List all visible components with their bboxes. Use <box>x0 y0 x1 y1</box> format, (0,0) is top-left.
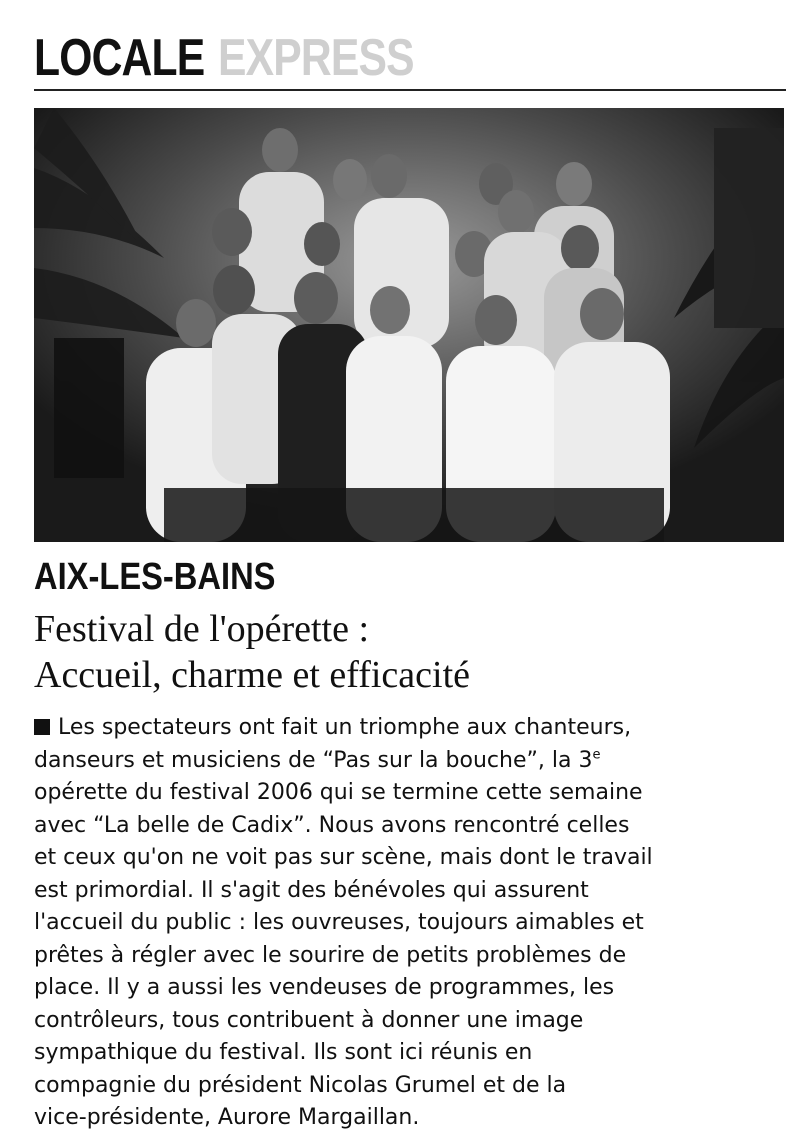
body-line: est primordial. Il s'agit des bénévoles qui assurent <box>34 877 589 903</box>
headline-line-1: Festival de l'opérette : <box>34 608 370 650</box>
ordinal-suffix: e <box>592 747 601 763</box>
section-header <box>34 14 456 87</box>
body-line: compagnie du président Nicolas Grumel et de la <box>34 1072 567 1098</box>
body-line: sympathique du festival. Ils sont ici réunis en <box>34 1040 533 1065</box>
body-line: l'accueil du public : les ouvreuses, toujours aimables et <box>34 910 644 935</box>
bullet-square-icon <box>34 719 50 735</box>
body-line: vice-présidente, Aurore Margaillan. <box>34 1105 420 1130</box>
body-line: place. Il y a aussi les vendeuses de programmes, les <box>34 975 615 1000</box>
body-line: Les spectateurs ont fait un triomphe aux chanteurs, <box>34 712 794 745</box>
article-body <box>34 712 794 1135</box>
headline-line-2: Accueil, charme et efficacité <box>34 654 471 696</box>
section-subtitle: EXPRESS <box>217 29 414 87</box>
group-photo-illustration <box>34 108 784 542</box>
body-line: prêtes à régler avec le sourire de petits problèmes de <box>34 942 627 968</box>
body-line: et ceux qu'on ne voit pas sur scène, mais dont le travail <box>34 845 653 870</box>
article-headline <box>34 606 470 698</box>
group-photo <box>34 108 784 542</box>
header-rule <box>34 89 786 91</box>
body-line: contrôleurs, tous contribuent à donner une image <box>34 1007 584 1033</box>
body-line: danseurs et musiciens de “Pas sur la bouche”, la 3e <box>34 747 601 773</box>
article-kicker: AIX-LES-BAINS <box>34 556 276 598</box>
body-line: opérette du festival 2006 qui se termine cette semaine <box>34 780 643 805</box>
body-line: avec “La belle de Cadix”. Nous avons rencontré celles <box>34 812 630 838</box>
section-title: LOCALE <box>34 29 205 87</box>
